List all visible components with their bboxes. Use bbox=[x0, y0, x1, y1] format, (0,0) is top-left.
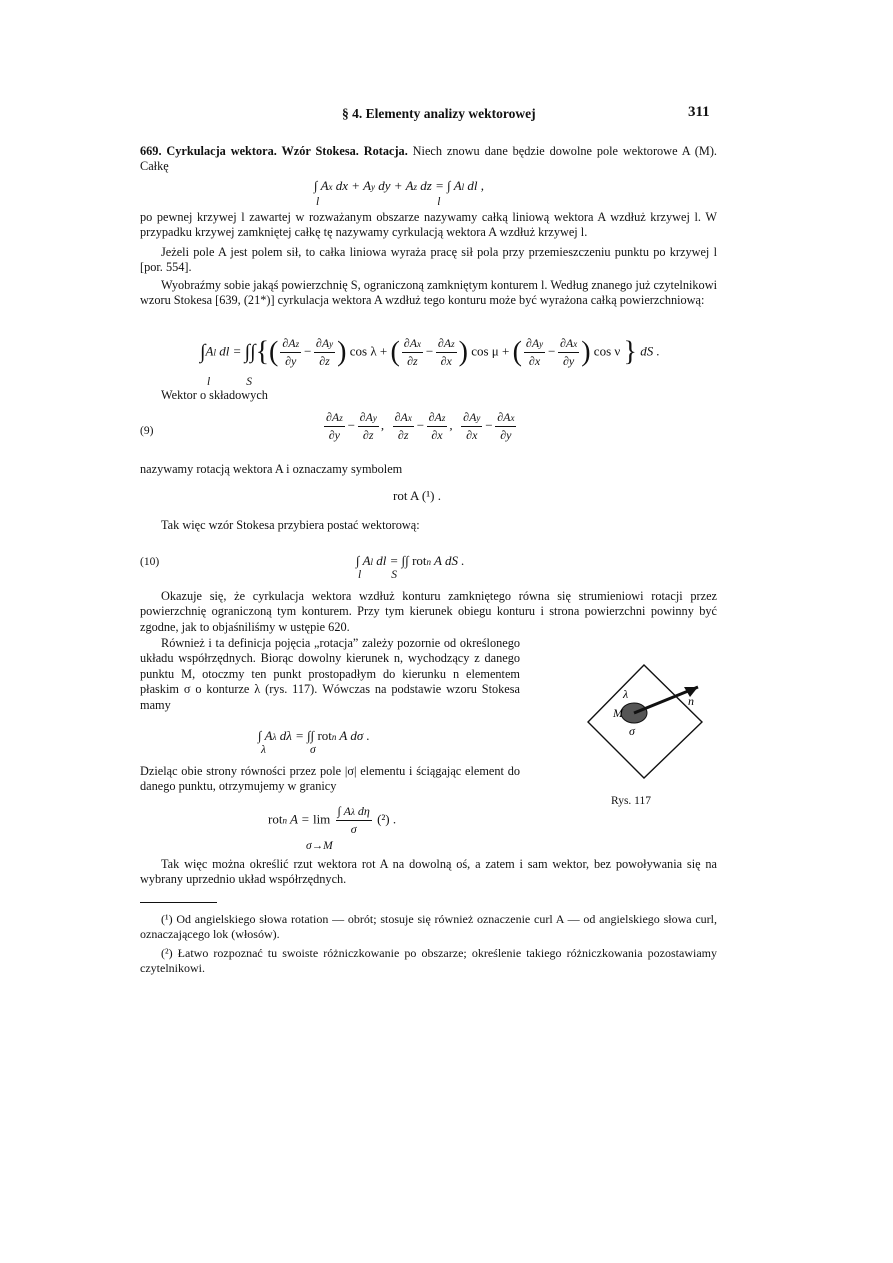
eq9-label: (9) bbox=[140, 425, 154, 437]
running-header: § 4. Elementy analizy wektorowej bbox=[342, 106, 536, 121]
para-statement: Okazuje się, że cyrkulacja wektora wzdłuż konturu zamkniętego równa się strumieniowi rotacji przez powierzchnię ograniczoną tym konturem. Przy tym kierunek obiegu konturu i strona powierzchni powinny być zgodne, jak to objaśniliśmy w ustępie 620. bbox=[140, 589, 717, 634]
section-heading: 669. Cyrkulacja wektora. Wzór Stokesa. Rotacja. bbox=[140, 144, 408, 158]
local-stokes-limits: λ σ bbox=[261, 744, 316, 756]
line-integral-equation: ∫ Ax dx + Ay dy + Az dz = ∫ Al dl , bbox=[314, 178, 485, 193]
para-vector-form: Tak więc wzór Stokesa przybiera postać wektorową: bbox=[161, 518, 420, 532]
rotation-components: $\frac{\partial Az}{\partial y}$ − $\frac{\partial Ay}{\partial z}$ , $\frac{\partial Ax}{\partial z}$ − $\frac{\partial Az}{\partial x}$ , $\frac{\partial Ay}{\partial x}$ − $\frac{\partial Ax}{\partial y}$ bbox=[326, 410, 515, 442]
components-intro: Wektor o składowych bbox=[161, 388, 268, 402]
para-definition-dependency: Również i ta definicja pojęcia „rotacja” zależy pozornie od określonego układu współrzędnych. Biorąc dowolny kierunek n, wychodzący z danego punktu M, otoczmy ten punkt prostopadłym do kierunku n elementem płaskim σ o konturze λ (rys. 117). Wówczas na podstawie wzoru Stokesa mamy bbox=[140, 636, 520, 712]
para-dividing: Dzieląc obie strony równości przez pole |σ| elementu i ściągając element do danego punktu, otrzymujemy w granicy bbox=[140, 764, 520, 794]
stokes-vector-form: ∫ Al dl = ∫∫ rotn A dS . bbox=[356, 553, 465, 568]
limit-formula: rotn A = lim $\frac{\text{∫ Aλ dη}}{\sigma}$ (²) . bbox=[268, 804, 397, 836]
figure-caption: Rys. 117 bbox=[611, 795, 652, 807]
para-work: Jeżeli pole A jest polem sił, to całka liniowa wyraża pracę sił pola przy przemieszczeniu punktu po krzywej l [por. 554]. bbox=[140, 245, 717, 275]
intro-text: Niech znowu dane będzie dowolne pole wektorowe A (M). Całkę bbox=[140, 144, 717, 174]
footnote-1: (¹) Od angielskiego słowa rotation — obrót; stosuje się również oznaczenie curl A — od angielskiego słowa curl, oznaczającego lok (włosów). bbox=[140, 912, 717, 942]
footnote-2: (²) Łatwo rozpoznać tu swoiste różniczkowanie po obszarze; określenie takiego różniczkowania pozostawiamy czytelnikowi. bbox=[140, 946, 717, 976]
line-integral-limits: l l bbox=[316, 196, 441, 208]
limit-subscript: σ→M bbox=[306, 840, 333, 852]
page-number: 311 bbox=[688, 104, 710, 120]
para-conclusion: Tak więc można określić rzut wektora rot A na dowolną oś, a zatem i sam wektor, bez powoływania się na wybrany uprzednio układ współrzędnych. bbox=[140, 857, 717, 887]
stokes-formula: ∫Al dl = ∫∫{( $\frac{\partial Az}{\partial y}$ − $\frac{\partial Ay}{\partial z}$ ) cos λ + ( $\frac{\partial Ax}{\partial z}$ − $\frac{\partial Az}{\partial x}$ ) cos μ + ( $\frac{\partial Ay}{\partial x}$ − $\frac{\partial Ax}{\partial y}$ ) cos ν } dS . bbox=[200, 336, 660, 368]
para-surface: Wyobraźmy sobie jakąś powierzchnię S, ograniczoną zamkniętym konturem l. Według znanego już czytelnikowi wzoru Stokesa [639, (21*)] cyrkulacja wektora A wzdłuż tego konturu może być wyrażona całką powierzchniową: bbox=[140, 278, 718, 308]
label-m: M bbox=[613, 706, 623, 720]
label-lambda: λ bbox=[623, 687, 629, 701]
figure-117 bbox=[560, 660, 720, 780]
local-stokes: ∫ Aλ dλ = ∫∫ rotn A dσ . bbox=[258, 728, 370, 743]
rot-symbol: rot A (¹) . bbox=[393, 488, 441, 503]
section-intro bbox=[140, 144, 717, 175]
label-sigma: σ bbox=[629, 724, 635, 738]
para-line-integral: po pewnej krzywej l zawartej w rozważanym obszarze nazywamy całką liniową wektora A wzdłuż krzywej l. W przypadku krzywej zamkniętej całkę tę nazywamy cyrkulacją wektora A wzdłuż krzywej l. bbox=[140, 210, 717, 240]
footnote-rule bbox=[140, 902, 217, 903]
eq10-label: (10) bbox=[140, 556, 160, 568]
eq10-limits: l S bbox=[358, 569, 397, 581]
label-n: n bbox=[688, 694, 694, 708]
sigma-element bbox=[588, 665, 702, 778]
stokes-limits: l S bbox=[207, 376, 252, 388]
para-rotation-def: nazywamy rotacją wektora A i oznaczamy symbolem bbox=[140, 462, 403, 476]
